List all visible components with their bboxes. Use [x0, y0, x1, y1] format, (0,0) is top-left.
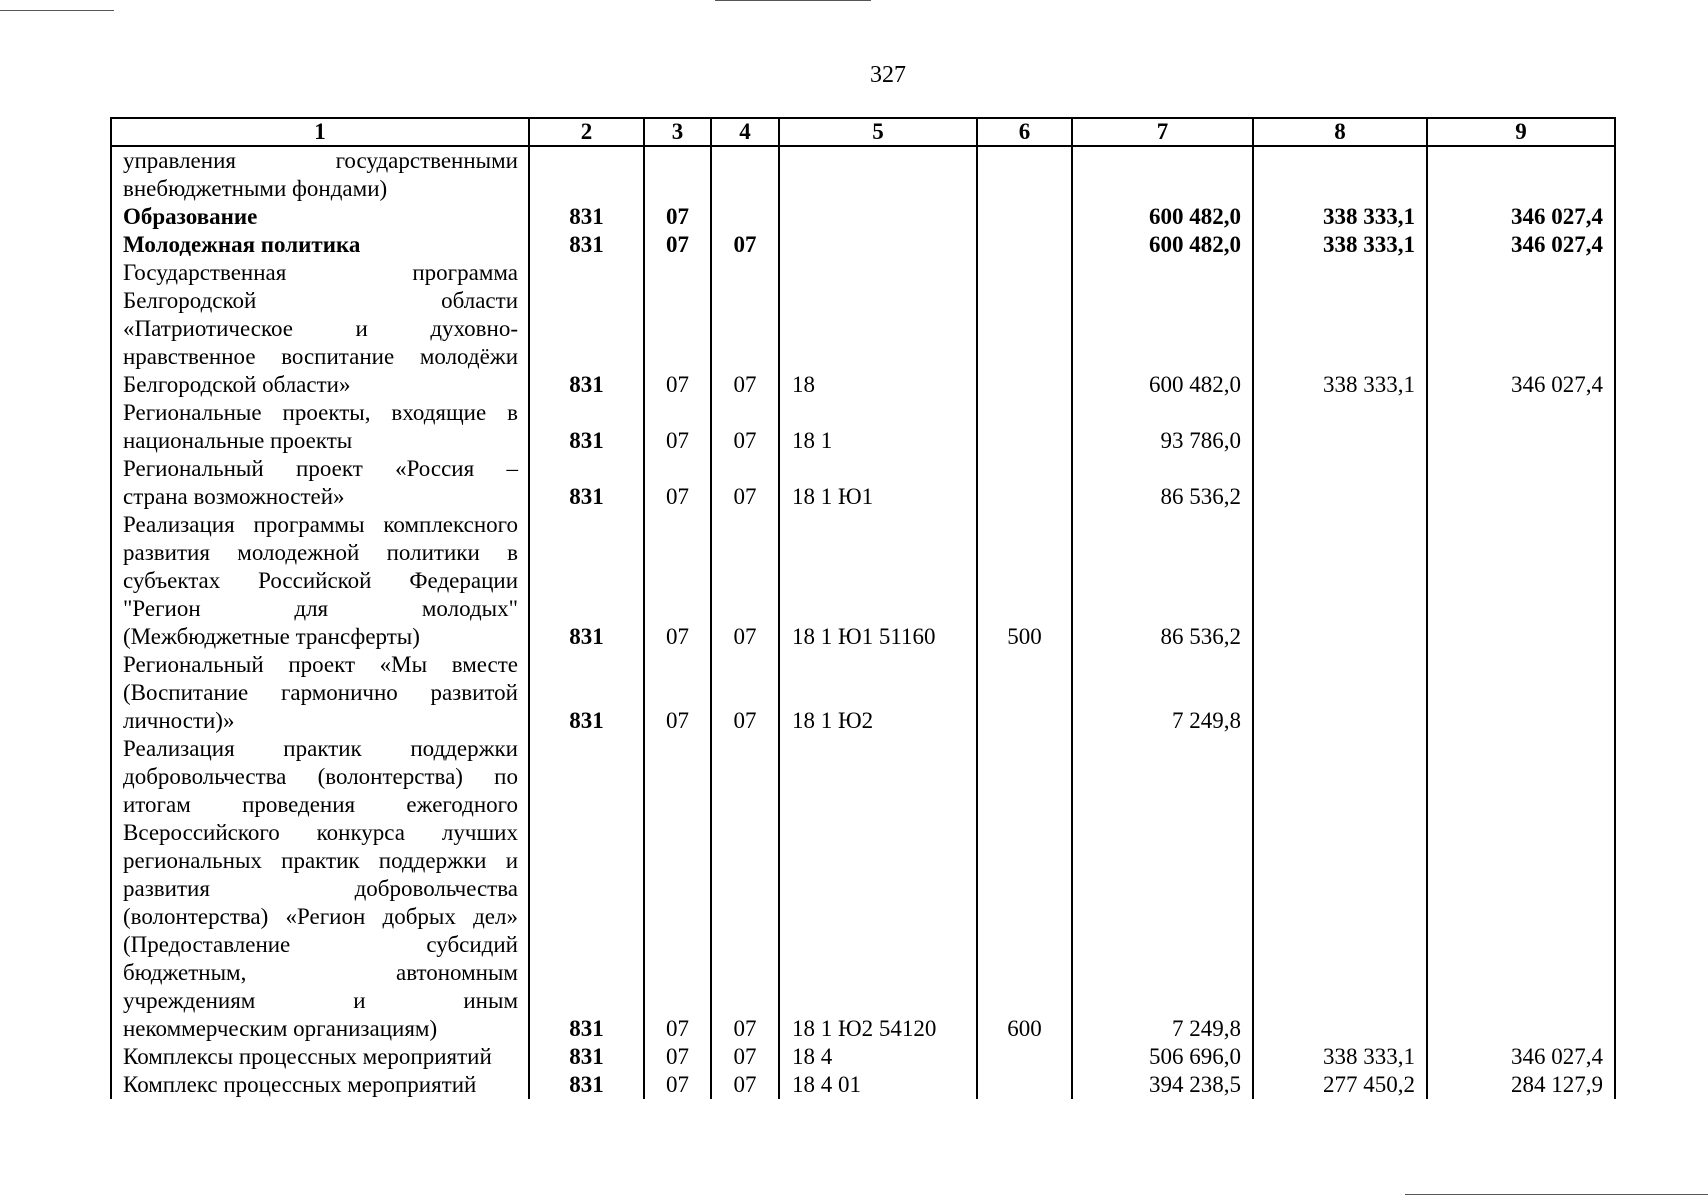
- column-header-8: 8: [1253, 118, 1427, 146]
- row-description: [111, 455, 529, 511]
- description-line: (волонтерства) «Регион добрых дел»: [123, 904, 518, 929]
- amount-col7: 600 482,0: [1072, 203, 1253, 231]
- table-row: [111, 203, 1615, 231]
- expense-type-code: [977, 1071, 1072, 1099]
- admin-code: 831: [529, 399, 644, 455]
- description-line: Образование: [123, 204, 258, 229]
- scan-edge-line-top: [715, 0, 871, 1]
- amount-col8: [1253, 146, 1427, 203]
- target-article-code: [779, 146, 977, 203]
- amount-col8: 277 450,2: [1253, 1071, 1427, 1099]
- description-line: национальные проекты: [123, 428, 353, 453]
- column-header-2: 2: [529, 118, 644, 146]
- expense-type-code: [977, 146, 1072, 203]
- description-line: Региональный проект «Россия –: [123, 456, 518, 481]
- target-article-code: [779, 203, 977, 231]
- amount-col7: 7 249,8: [1072, 651, 1253, 735]
- target-article-code: 18 1 Ю2: [779, 651, 977, 735]
- amount-col9: [1427, 455, 1615, 511]
- row-description: [111, 399, 529, 455]
- section-code: 07: [644, 455, 711, 511]
- expense-type-code: 600: [977, 735, 1072, 1043]
- section-code: 07: [644, 735, 711, 1043]
- row-description: [111, 651, 529, 735]
- target-article-code: 18 1 Ю2 54120: [779, 735, 977, 1043]
- expense-type-code: [977, 455, 1072, 511]
- amount-col9: [1427, 651, 1615, 735]
- admin-code: 831: [529, 1043, 644, 1071]
- description-line: Региональный проект «Мы вместе: [123, 652, 518, 677]
- row-description: [111, 231, 529, 259]
- amount-col7: [1072, 146, 1253, 203]
- section-code: 07: [644, 651, 711, 735]
- target-article-code: [779, 231, 977, 259]
- description-line: нравственное воспитание молодёжи: [123, 344, 518, 369]
- table-row: [111, 511, 1615, 651]
- description-line: Комплексы процессных мероприятий: [123, 1044, 492, 1069]
- amount-col7: 7 249,8: [1072, 735, 1253, 1043]
- target-article-code: 18: [779, 259, 977, 399]
- description-line: развития добровольчества: [123, 876, 518, 901]
- amount-col9: 346 027,4: [1427, 1043, 1615, 1071]
- table-row: [111, 259, 1615, 399]
- description-line: некоммерческим организациям): [123, 1016, 438, 1041]
- description-line: (Межбюджетные трансферты): [123, 624, 420, 649]
- subsection-code: [711, 146, 779, 203]
- column-header-7: 7: [1072, 118, 1253, 146]
- table-row: [111, 1043, 1615, 1071]
- expense-type-code: 500: [977, 511, 1072, 651]
- section-code: 07: [644, 231, 711, 259]
- column-header-1: 1: [111, 118, 529, 146]
- amount-col9: 284 127,9: [1427, 1071, 1615, 1099]
- expense-type-code: [977, 203, 1072, 231]
- subsection-code: 07: [711, 651, 779, 735]
- target-article-code: 18 1 Ю1 51160: [779, 511, 977, 651]
- description-line: (Воспитание гармонично развитой: [123, 680, 518, 705]
- table-header-row: [111, 118, 1615, 146]
- table-body: [111, 146, 1615, 1099]
- expense-type-code: [977, 399, 1072, 455]
- scan-edge-line-left: [0, 10, 114, 11]
- amount-col9: 346 027,4: [1427, 203, 1615, 231]
- amount-col7: 506 696,0: [1072, 1043, 1253, 1071]
- subsection-code: 07: [711, 455, 779, 511]
- amount-col7: 600 482,0: [1072, 259, 1253, 399]
- target-article-code: 18 4 01: [779, 1071, 977, 1099]
- description-line: личности)»: [123, 708, 235, 733]
- amount-col7: 86 536,2: [1072, 455, 1253, 511]
- column-header-9: 9: [1427, 118, 1615, 146]
- description-line: развития молодежной политики в: [123, 540, 518, 565]
- expense-type-code: [977, 231, 1072, 259]
- description-line: добровольчества (волонтерства) по: [123, 764, 518, 789]
- amount-col8: [1253, 511, 1427, 651]
- description-line: (Предоставление субсидий: [123, 932, 518, 957]
- table-row: [111, 651, 1615, 735]
- page-number: 327: [870, 62, 906, 88]
- admin-code: 831: [529, 1071, 644, 1099]
- description-line: "Регион для молодых": [123, 596, 518, 621]
- amount-col7: 93 786,0: [1072, 399, 1253, 455]
- expense-type-code: [977, 651, 1072, 735]
- section-code: 07: [644, 1071, 711, 1099]
- amount-col9: 346 027,4: [1427, 231, 1615, 259]
- amount-col8: 338 333,1: [1253, 231, 1427, 259]
- section-code: 07: [644, 259, 711, 399]
- column-header-6: 6: [977, 118, 1072, 146]
- subsection-code: 07: [711, 1043, 779, 1071]
- description-line: Белгородской области: [123, 288, 518, 313]
- row-description: [111, 146, 529, 203]
- table-row: [111, 399, 1615, 455]
- amount-col8: 338 333,1: [1253, 259, 1427, 399]
- description-line: итогам проведения ежегодного: [123, 792, 518, 817]
- description-line: внебюджетными фондами): [123, 176, 388, 201]
- table-row: [111, 231, 1615, 259]
- description-line: «Патриотическое и духовно-: [123, 316, 518, 341]
- description-line: Всероссийского конкурса лучших: [123, 820, 518, 845]
- amount-col8: [1253, 399, 1427, 455]
- target-article-code: 18 4: [779, 1043, 977, 1071]
- table-row: [111, 1071, 1615, 1099]
- row-description: [111, 735, 529, 1043]
- target-article-code: 18 1: [779, 399, 977, 455]
- amount-col9: [1427, 399, 1615, 455]
- amount-col9: [1427, 511, 1615, 651]
- expense-type-code: [977, 1043, 1072, 1071]
- description-line: учреждениям и иным: [123, 988, 518, 1013]
- amount-col8: [1253, 735, 1427, 1043]
- expense-type-code: [977, 259, 1072, 399]
- amount-col7: 394 238,5: [1072, 1071, 1253, 1099]
- section-code: 07: [644, 1043, 711, 1071]
- section-code: 07: [644, 203, 711, 231]
- amount-col9: 346 027,4: [1427, 259, 1615, 399]
- amount-col8: 338 333,1: [1253, 203, 1427, 231]
- amount-col8: [1253, 455, 1427, 511]
- subsection-code: 07: [711, 231, 779, 259]
- description-line: субъектах Российской Федерации: [123, 568, 518, 593]
- admin-code: [529, 146, 644, 203]
- table-row: [111, 146, 1615, 203]
- column-header-5: 5: [779, 118, 977, 146]
- table-row: [111, 735, 1615, 1043]
- amount-col7: 86 536,2: [1072, 511, 1253, 651]
- row-description: [111, 259, 529, 399]
- subsection-code: [711, 203, 779, 231]
- row-description: [111, 1043, 529, 1071]
- description-line: управления государственными: [123, 148, 518, 173]
- admin-code: 831: [529, 455, 644, 511]
- description-line: Реализация программы комплексного: [123, 512, 518, 537]
- description-line: Белгородской области»: [123, 372, 351, 397]
- subsection-code: 07: [711, 399, 779, 455]
- admin-code: 831: [529, 231, 644, 259]
- description-line: Региональные проекты, входящие в: [123, 400, 518, 425]
- column-header-4: 4: [711, 118, 779, 146]
- scan-edge-line-bottom: [1405, 1194, 1708, 1195]
- section-code: 07: [644, 399, 711, 455]
- admin-code: 831: [529, 651, 644, 735]
- table-row: [111, 455, 1615, 511]
- description-line: бюджетным, автономным: [123, 960, 518, 985]
- subsection-code: 07: [711, 1071, 779, 1099]
- column-header-3: 3: [644, 118, 711, 146]
- description-line: региональных практик поддержки и: [123, 848, 518, 873]
- amount-col9: [1427, 735, 1615, 1043]
- admin-code: 831: [529, 735, 644, 1043]
- subsection-code: 07: [711, 735, 779, 1043]
- row-description: [111, 203, 529, 231]
- admin-code: 831: [529, 259, 644, 399]
- description-line: страна возможностей»: [123, 484, 345, 509]
- amount-col9: [1427, 146, 1615, 203]
- section-code: 07: [644, 511, 711, 651]
- admin-code: 831: [529, 203, 644, 231]
- amount-col8: 338 333,1: [1253, 1043, 1427, 1071]
- description-line: Реализация практик поддержки: [123, 736, 518, 761]
- row-description: [111, 1071, 529, 1099]
- subsection-code: 07: [711, 259, 779, 399]
- amount-col7: 600 482,0: [1072, 231, 1253, 259]
- amount-col8: [1253, 651, 1427, 735]
- target-article-code: 18 1 Ю1: [779, 455, 977, 511]
- admin-code: 831: [529, 511, 644, 651]
- budget-table: [110, 117, 1616, 1099]
- row-description: [111, 511, 529, 651]
- description-line: Государственная программа: [123, 260, 518, 285]
- description-line: Молодежная политика: [123, 232, 361, 257]
- section-code: [644, 146, 711, 203]
- description-line: Комплекс процессных мероприятий: [123, 1072, 477, 1097]
- subsection-code: 07: [711, 511, 779, 651]
